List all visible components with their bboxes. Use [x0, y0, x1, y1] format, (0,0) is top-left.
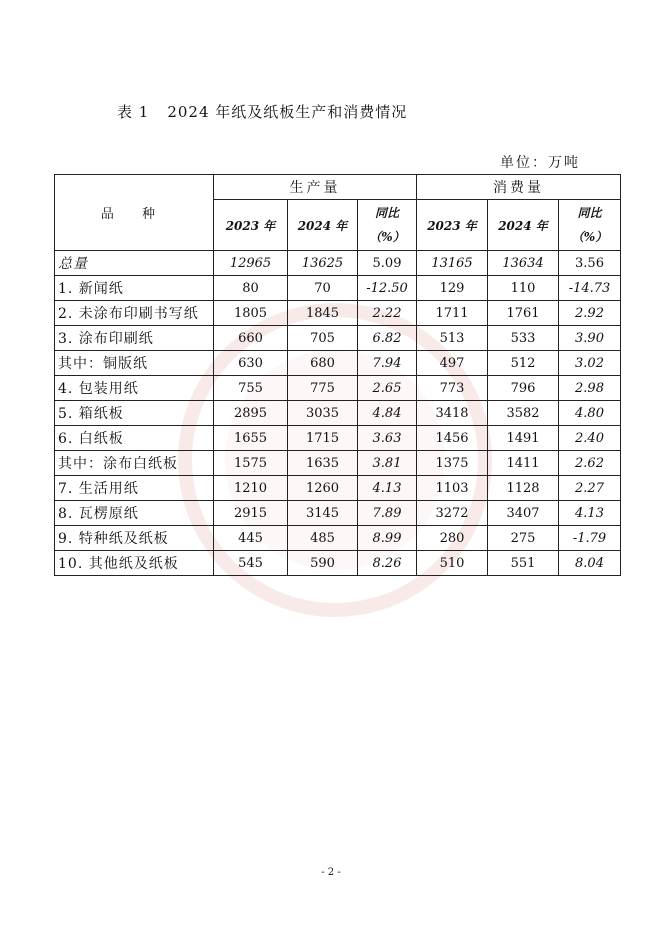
- cell-consumption-2023: 1103: [417, 476, 488, 501]
- page-title: [117, 101, 407, 122]
- cell-consumption-2023: 1456: [417, 426, 488, 451]
- cell-production-2024: 3035: [288, 401, 358, 426]
- table-row: [55, 276, 621, 301]
- header-production: 生产量: [214, 175, 417, 200]
- header-consumption-yoy: 同比 （%）: [559, 200, 621, 251]
- cell-production-yoy: 8.26: [358, 551, 417, 576]
- cell-consumption-2024: 512: [488, 351, 559, 376]
- cell-production-2023: 630: [214, 351, 288, 376]
- cell-consumption-yoy: 4.13: [559, 501, 621, 526]
- cell-production-2023: 755: [214, 376, 288, 401]
- table-row: [55, 426, 621, 451]
- cell-consumption-2024: 1128: [488, 476, 559, 501]
- row-name: 3. 涂布印刷纸: [55, 326, 214, 351]
- cell-consumption-2023: 3272: [417, 501, 488, 526]
- cell-production-yoy: 6.82: [358, 326, 417, 351]
- cell-production-yoy: 3.63: [358, 426, 417, 451]
- header-consumption-2023: 2023 年: [417, 200, 488, 251]
- table-row: [55, 351, 621, 376]
- cell-consumption-2024: 796: [488, 376, 559, 401]
- cell-consumption-2023: 513: [417, 326, 488, 351]
- cell-production-yoy: 4.13: [358, 476, 417, 501]
- cell-production-2023: 1575: [214, 451, 288, 476]
- cell-consumption-2023: 280: [417, 526, 488, 551]
- cell-production-2024: 680: [288, 351, 358, 376]
- cell-consumption-2023: 510: [417, 551, 488, 576]
- table-row: [55, 501, 621, 526]
- cell-production-yoy: 3.81: [358, 451, 417, 476]
- cell-production-2024: 485: [288, 526, 358, 551]
- cell-consumption-2023: 129: [417, 276, 488, 301]
- cell-production-2024: 1715: [288, 426, 358, 451]
- header-production-2024: 2024 年: [288, 200, 358, 251]
- cell-production-2024: 70: [288, 276, 358, 301]
- cell-production-2024: 13625: [288, 251, 358, 276]
- cell-production-2024: 775: [288, 376, 358, 401]
- table-row: [55, 476, 621, 501]
- cell-consumption-yoy: 3.90: [559, 326, 621, 351]
- header-production-2023: 2023 年: [214, 200, 288, 251]
- cell-production-2023: 80: [214, 276, 288, 301]
- cell-production-yoy: 2.65: [358, 376, 417, 401]
- header-consumption: 消费量: [417, 175, 621, 200]
- cell-production-2024: 1635: [288, 451, 358, 476]
- cell-consumption-yoy: 2.98: [559, 376, 621, 401]
- cell-consumption-2023: 1375: [417, 451, 488, 476]
- table-row: [55, 401, 621, 426]
- cell-production-2023: 545: [214, 551, 288, 576]
- cell-production-2023: 2915: [214, 501, 288, 526]
- cell-production-yoy: 8.99: [358, 526, 417, 551]
- table-row: [55, 326, 621, 351]
- cell-production-yoy: 5.09: [358, 251, 417, 276]
- table-row: [55, 251, 621, 276]
- row-name: 9. 特种纸及纸板: [55, 526, 214, 551]
- cell-consumption-yoy: -14.73: [559, 276, 621, 301]
- header-consumption-2024: 2024 年: [488, 200, 559, 251]
- row-name: 1. 新闻纸: [55, 276, 214, 301]
- cell-consumption-yoy: 3.02: [559, 351, 621, 376]
- header-variety: 品 种: [55, 175, 214, 251]
- cell-production-yoy: 7.89: [358, 501, 417, 526]
- cell-consumption-yoy: 3.56: [559, 251, 621, 276]
- cell-consumption-2023: 497: [417, 351, 488, 376]
- row-name: 2. 未涂布印刷书写纸: [55, 301, 214, 326]
- cell-consumption-yoy: 2.62: [559, 451, 621, 476]
- row-name: 8. 瓦楞原纸: [55, 501, 214, 526]
- cell-consumption-yoy: 2.27: [559, 476, 621, 501]
- cell-consumption-yoy: -1.79: [559, 526, 621, 551]
- cell-consumption-2024: 275: [488, 526, 559, 551]
- cell-consumption-yoy: 2.40: [559, 426, 621, 451]
- row-name: 6. 白纸板: [55, 426, 214, 451]
- cell-production-2023: 445: [214, 526, 288, 551]
- cell-consumption-2023: 3418: [417, 401, 488, 426]
- cell-production-2023: 12965: [214, 251, 288, 276]
- row-name: 7. 生活用纸: [55, 476, 214, 501]
- cell-consumption-yoy: 8.04: [559, 551, 621, 576]
- table-row: [55, 376, 621, 401]
- table-row: [55, 451, 621, 476]
- table-number: 表 1: [117, 103, 150, 121]
- row-name: 5. 箱纸板: [55, 401, 214, 426]
- cell-production-2024: 705: [288, 326, 358, 351]
- cell-consumption-2023: 773: [417, 376, 488, 401]
- cell-consumption-yoy: 4.80: [559, 401, 621, 426]
- cell-consumption-2024: 1411: [488, 451, 559, 476]
- cell-production-2024: 3145: [288, 501, 358, 526]
- cell-production-yoy: -12.50: [358, 276, 417, 301]
- table-row: [55, 526, 621, 551]
- cell-production-2023: 1805: [214, 301, 288, 326]
- cell-production-yoy: 2.22: [358, 301, 417, 326]
- cell-production-2024: 1845: [288, 301, 358, 326]
- cell-consumption-2024: 1491: [488, 426, 559, 451]
- cell-consumption-2024: 551: [488, 551, 559, 576]
- cell-production-2023: 2895: [214, 401, 288, 426]
- cell-production-2024: 1260: [288, 476, 358, 501]
- row-name: 其中：涂布白纸板: [55, 451, 214, 476]
- page-number: - 2 -: [321, 867, 341, 878]
- row-name: 其中：铜版纸: [55, 351, 214, 376]
- cell-consumption-2024: 3582: [488, 401, 559, 426]
- header-production-yoy: 同比 （%）: [358, 200, 417, 251]
- cell-production-2024: 590: [288, 551, 358, 576]
- cell-production-2023: 1210: [214, 476, 288, 501]
- data-table: [54, 174, 621, 576]
- row-name: 4. 包装用纸: [55, 376, 214, 401]
- cell-production-yoy: 7.94: [358, 351, 417, 376]
- table-title: 2024 年纸及纸板生产和消费情况: [167, 103, 408, 121]
- cell-consumption-2024: 13634: [488, 251, 559, 276]
- table-row: [55, 551, 621, 576]
- cell-consumption-2024: 533: [488, 326, 559, 351]
- row-name: 总量: [55, 251, 214, 276]
- table-row: [55, 301, 621, 326]
- cell-consumption-yoy: 2.92: [559, 301, 621, 326]
- unit-label: 单位：万吨: [500, 155, 580, 171]
- cell-production-2023: 1655: [214, 426, 288, 451]
- cell-production-2023: 660: [214, 326, 288, 351]
- row-name: 10. 其他纸及纸板: [55, 551, 214, 576]
- cell-consumption-2024: 1761: [488, 301, 559, 326]
- cell-production-yoy: 4.84: [358, 401, 417, 426]
- cell-consumption-2023: 1711: [417, 301, 488, 326]
- cell-consumption-2024: 110: [488, 276, 559, 301]
- cell-consumption-2023: 13165: [417, 251, 488, 276]
- cell-consumption-2024: 3407: [488, 501, 559, 526]
